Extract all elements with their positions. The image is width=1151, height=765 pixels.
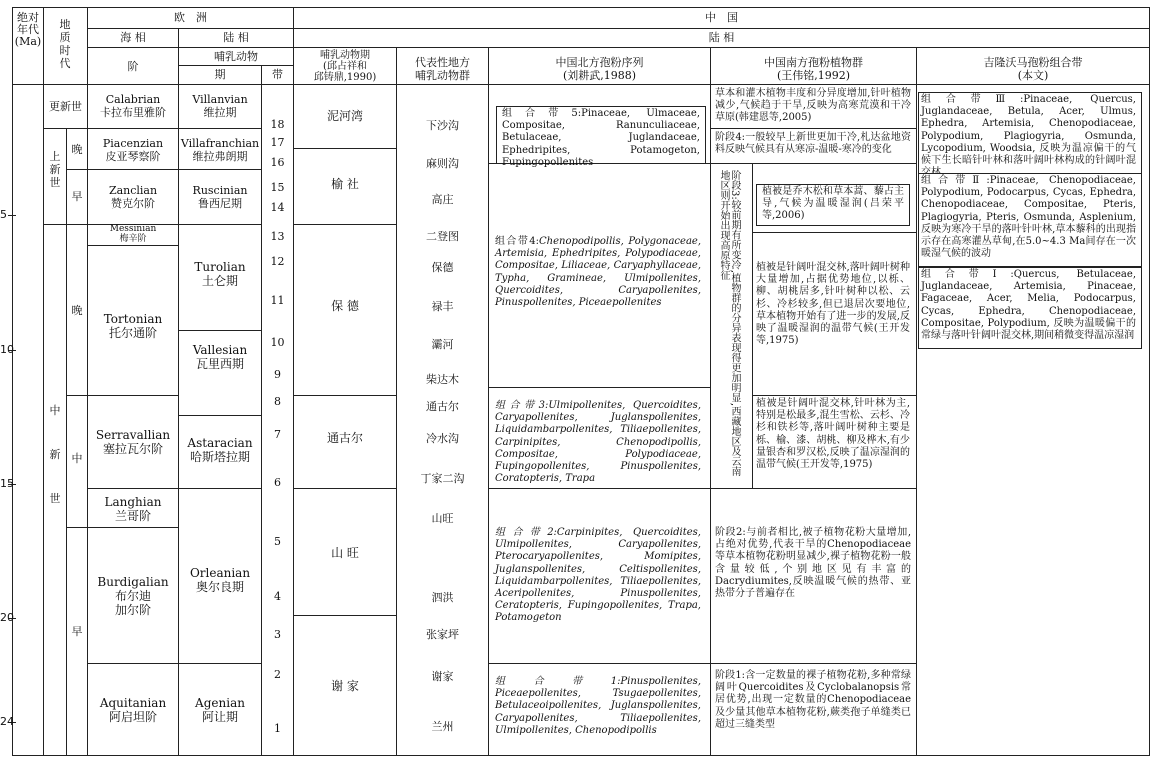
north-zone-4-text: 组合带4:Chenopodipollis, Polygonaceae, Artemisia, Ephedripites, Polypodiaceae, Compositae, Liliaceae, Caryaphyllaceae, Typha, Gramineae, Ulmipollenites, Quercoidites, Caryapollenites, Pinuspollenites, Piceaepollenites <box>495 236 702 309</box>
period-header: 期 <box>214 68 226 81</box>
land-stage: Astaracian 哈斯塔拉期 <box>187 436 253 464</box>
epoch-pliocene: 上新世 <box>49 150 61 189</box>
south-top-text: 草本和灌木植物丰度和分异度增加,针叶植物减少,气候趋于干旱,反映为高寒荒漠和干冷草原(韩建恩等,2005) <box>715 88 911 124</box>
fauna: 山旺 <box>431 512 454 525</box>
mammal-age: 泥河湾 <box>326 109 363 123</box>
zone-number: 11 <box>270 294 285 307</box>
mammal-age: 山 旺 <box>331 546 359 560</box>
fauna: 柴达木 <box>426 373 459 386</box>
miocene-early: 早 <box>71 625 83 638</box>
zone-number: 8 <box>274 395 281 408</box>
marine-stage: Piacenzian 皮亚琴察阶 <box>102 137 164 163</box>
rep-fauna-header: 代表性地方 哺乳动物群 <box>415 56 470 82</box>
epoch-header: 地质时代 <box>59 18 71 70</box>
south-mid-text: 植被是针阔叶混交林,针叶林为主,特别是松最多,混生雪松、云杉、冷杉和铁杉等,落叶阔叶树种主要是栎、榆、漆、胡桃、柳及桦木,有少量银杏和罗汉松,反映了温凉湿润的温带气候(王开发等,1975) <box>756 398 910 471</box>
fauna: 高庄 <box>431 193 454 206</box>
fauna: 泗洪 <box>431 591 454 604</box>
zone-number: 2 <box>274 668 281 681</box>
land-stage: Orleanian 奥尔良期 <box>189 566 251 594</box>
kirong-zone-2-text: 组合带Ⅱ:Pinaceae, Chenopodiaceae, Polypodium, Podocarpus, Cycas, Ephedra, Chenopodiaceae, Compositae, Pteris, Plagiogyria, Pteris, Osmunda, Asplenium, 反映为寒冷干旱的落叶针叶林,草本藜科的出现指示存在高寒灌丛草甸,在5.0~4.3 Ma间存在一次暖湿气候的波动 <box>921 175 1136 260</box>
land-stage: Vallesian 瓦里西期 <box>192 343 248 371</box>
south-stage2-text: 阶段2:与前者相比,被子植物花粉大量增加,占绝对优势,代表干旱的Chenopodiaceae等草本植物花粉明显减少,裸子植物花粉一般含量较低,个别地区见有丰富的Dacrydiumites,反映温暖气候的热带、亚热带分子普遍存在 <box>715 527 911 600</box>
zone-number: 18 <box>270 118 285 131</box>
mammal-age: 通古尔 <box>326 431 363 445</box>
zone-number: 15 <box>270 181 285 194</box>
marine-stage: Tortonian 托尔通阶 <box>103 312 163 340</box>
zone-number: 4 <box>274 590 281 603</box>
marine-stage: Zanclian 赞克尔阶 <box>108 184 158 210</box>
mammal-age: 保 德 <box>331 299 359 313</box>
axis-label: 15 <box>0 477 14 490</box>
epoch-pleistocene: 更新世 <box>49 100 82 113</box>
stage-header: 阶 <box>127 60 139 73</box>
pliocene-early: 早 <box>71 190 83 203</box>
zone-number: 3 <box>274 628 281 641</box>
fauna: 麻则沟 <box>426 157 459 170</box>
zone-number: 12 <box>270 255 285 268</box>
china-continental-header: 陆 相 <box>708 31 735 44</box>
marine-stage: Messinian 梅辛阶 <box>109 224 157 244</box>
marine-header: 海 相 <box>120 31 146 44</box>
south-late-text: 植被是针阔叶混交林,落叶阔叶树种大量增加,占据优势地位,以栎、柳、胡桃居多,针叶树种以松、云杉、冷杉较多,但已退居次要地位,草本植物开始有了进一步的发展,反映了温暖湿润的温带气候(王开发等,1975) <box>756 262 910 347</box>
land-stage: Villanvian 维拉期 <box>192 93 248 119</box>
land-stage: Ruscinian 鲁西尼期 <box>192 184 248 210</box>
pliocene-late: 晚 <box>71 143 83 156</box>
kirong-zone-1-text: 组合带Ⅰ:Quercus, Betulaceae, Juglandaceae, Artemisia, Pinaceae, Fagaceae, Acer, Melia, Podocarpus, Cycas, Ephedra, Chenopodiaceae, Compositae, Polypodium, 反映为温暖偏干的常绿与落叶针阔叶混交林,期间稍微变得温凉湿润 <box>921 269 1136 342</box>
axis-label: 24 <box>0 715 14 728</box>
marine-stage: Aquitanian 阿启坦阶 <box>99 696 167 724</box>
continental-header: 陆 相 <box>223 31 249 44</box>
mammal-age: 榆 社 <box>331 177 359 191</box>
zone-number: 6 <box>274 476 281 489</box>
zone-number: 7 <box>274 428 281 441</box>
land-stage: Villafranchian 维拉弗朗期 <box>180 137 260 163</box>
fauna: 下沙沟 <box>426 119 459 132</box>
fauna: 灞河 <box>431 338 454 351</box>
epoch-miocene-1: 中 <box>49 404 61 417</box>
kirong-zone-3-text: 组合带Ⅲ:Pinaceae, Quercus, Juglandaceae, Betula, Acer, Ulmus, Ephedra, Artemisia, Chenopodiaceae, Polypodium, Plagiogyria, Osmunda, Lycopodium, Woodsia, 反映为温凉偏干的气候下生长暗针叶林和落叶阔叶林构成的针阔叶混 <box>921 94 1136 167</box>
north-zone-2-text: 组合带2:Carpinipites, Quercoidites, Ulmipollenites, Caryapollenites, Pterocaryapollenites, Momipites, Juglanspollenites, Celtispollenites, Liquidambarpollenites, Tiliaepollenites, Aceripollenites, Pinuspollenites, Ceratopteris, Fupingopollenites, Trapa, Potamogeton <box>495 527 701 624</box>
land-stage: Turolian 土仑期 <box>194 260 246 288</box>
north-zone-1-text: 组合带1:Pinuspollenites, Piceaepollenites, Tsugaepollenites, Betulaceoipollenites, Juglanspollenites, Caryapollenites, Tiliaepollenites, Ulmipollenites, Chenopodipollis <box>495 676 701 736</box>
mammal-age: 谢 家 <box>331 679 359 693</box>
europe-header: 欧 洲 <box>174 11 207 24</box>
south-stage1-text: 阶段1:含一定数量的裸子植物花粉,多种常绿阔叶Quercoidites及Cyclobalanopsis常居优势,出现一定数量的Chenopodiaceae及少量其他草本植物花粉,蕨类孢子单缝类已超过三缝类型 <box>715 670 911 730</box>
fauna: 禄丰 <box>431 300 454 313</box>
fauna: 谢家 <box>431 670 454 683</box>
zone-number: 1 <box>274 722 281 735</box>
axis-label: 20 <box>0 611 14 624</box>
zone-number: 9 <box>274 368 281 381</box>
zone-number: 13 <box>270 230 285 243</box>
marine-stage: Burdigalian 布尔迪 加尔阶 <box>97 575 169 617</box>
fauna: 二登图 <box>426 230 459 243</box>
fauna: 通古尔 <box>426 400 459 413</box>
zone-number: 5 <box>274 535 281 548</box>
miocene-late: 晚 <box>71 304 83 317</box>
mammal-header: 哺乳动物 <box>214 50 258 63</box>
north-zone-5-text: 组合带5:Pinaceae, Ulmaceae, Compositae, Ranunculiaceae, Betulaceae, Juglandaceae, Ephedripites, Potamogeton, Fupingopollenites <box>502 108 700 168</box>
land-stage: Agenian 阿让期 <box>195 696 245 724</box>
axis-label: 10 <box>0 343 14 356</box>
abs-age-header: 绝对年代(Ma) <box>14 11 42 48</box>
south-stage3-side: 阶段3:较前期有所变冷,植物群的分异表现得更加明显,西藏地区及云南地区则开始出现高原特征 <box>718 170 740 477</box>
marine-stage: Calabrian 卡拉布里雅阶 <box>100 93 166 119</box>
fauna: 张家坪 <box>426 628 459 641</box>
fauna: 冷水沟 <box>426 432 459 445</box>
epoch-miocene-3: 世 <box>49 492 61 505</box>
miocene-mid: 中 <box>71 452 83 465</box>
marine-stage: Langhian 兰哥阶 <box>104 495 162 523</box>
axis-label: 5 <box>0 208 7 221</box>
zone-number: 10 <box>270 336 285 349</box>
mammal-age-header: 哺乳动物期 (邱占祥和 邱铸鼎,1990) <box>313 50 377 83</box>
zone-number: 17 <box>270 136 285 149</box>
marine-stage: Serravallian 塞拉瓦尔阶 <box>95 428 171 456</box>
south-pollen-header: 中国南方孢粉植物群 (王伟铭,1992) <box>764 56 863 82</box>
zone-header: 带 <box>272 68 283 81</box>
epoch-miocene-2: 新 <box>49 448 61 461</box>
fauna: 兰州 <box>431 720 454 733</box>
fauna: 保德 <box>431 261 454 274</box>
south-stage4-text: 阶段4:一般较早上新世更加干冷,札达盆地资料反映气候具有从寒凉-温暖-寒冷的变化 <box>715 132 911 156</box>
fauna: 丁家二沟 <box>420 472 465 485</box>
kirong-pollen-header: 吉隆沃马孢粉组合带 (本文) <box>983 56 1083 82</box>
china-header: 中 国 <box>705 11 738 24</box>
north-pollen-header: 中国北方孢粉序列 (刘耕武,1988) <box>555 56 644 82</box>
south-pliocene-text: 植被是乔木松和草本蒿、藜占主导,气候为温暖湿润(吕荣平等,2006) <box>762 186 904 222</box>
zone-number: 16 <box>270 156 285 169</box>
north-zone-3-text: 组合带3:Ulmipollenites, Quercoidites, Caryapollenites, Juglanspollenites, Liquidambarpollenites, Tiliaepollenites, Carpinipites, Chenopodipollis, Compositae, Polypodiaceae, Fupingopollenites, Pinuspollenites, Coratopteris, Trapa <box>495 400 701 485</box>
zone-number: 14 <box>270 201 285 214</box>
